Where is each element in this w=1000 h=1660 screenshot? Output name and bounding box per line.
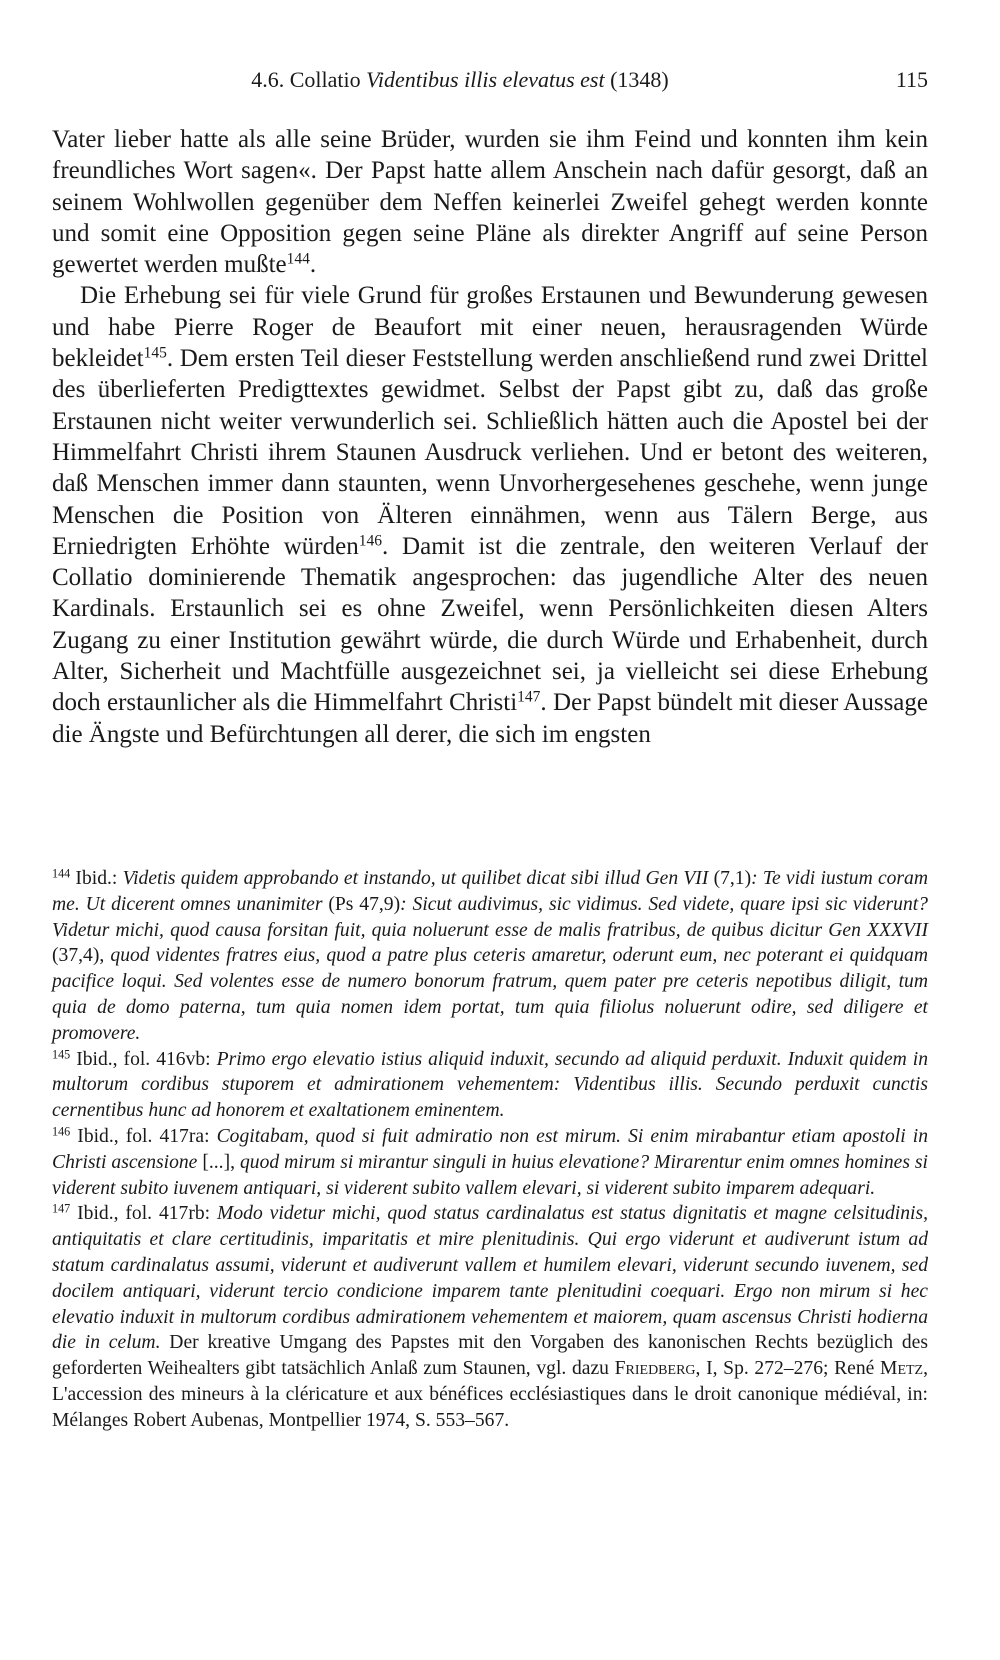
footnote-ref-147[interactable]: 147 xyxy=(517,688,541,706)
footnote-144: $^{144}$ Ibid.: Videtis quidem approbando et instando, ut quilibet dicat sibi illud Gen VII (7,1): Te vidi iustum coram me. Ut dicerent omnes unanimiter (Ps 47,9): Sicut audivimus, sic vidimus. Sed videte, quare ipsi sic viderunt? Videtur michi, quod causa forsitan fuit, quia noluerunt esse de malis fratribus, de quibus dicitur Gen XXXVII (37,4), quod videntes fratres eius, quod a patre plus ceteris amaretur, oderunt eum, nec poterant ei quidquam pacifice loqui. Sed volentes esse de numero bonorum fratrum, quem pater pre ceteris nepotibus diligit, tum quia de domo paterna, tum quia nomen idem portat, tum quia filiolus noluerunt odire, sed diligere et promovere. xyxy=(52,866,929,1044)
footnote-number: 147 xyxy=(52,1201,71,1216)
running-head xyxy=(52,62,928,98)
paragraph-2: Die Erhebung sei für viele Grund für großes Erstaunen und Bewunderung gewesen und habe Pierre Roger de Beaufort mit einer neuen, herausragenden Würde bekleidet$^{145}$. Dem ersten Teil dieser Feststellung werden anschließend rund zwei Drittel des überlieferten Predigttextes gewidmet. Selbst der Papst gibt zu, daß das große Erstaunen nicht weiter verwunderlich sei. Schließlich hätten auch die Apostel bei der Himmelfahrt Christi ihrem Staunen Ausdruck verliehen. Und er betont des weiteren, daß Menschen immer dann staunten, wenn Unvorhergesehenes geschehe, wenn junge Menschen die Position von Älteren einnähmen, wenn aus Tälern Berge, aus Erniedrigten Erhöhte würden$^{146}$. Damit ist die zentrale, den weiteren Verlauf der Collatio dominierende Thematik angesprochen: das jugendliche Alter des neuen Kardinals. Erstaunlich sei es ohne Zweifel, wenn Persönlichkeiten diesen Alters Zugang zu einer Institution gewährt würde, die durch Würde und Erhabenheit, durch Alter, Sicherheit und Machtfülle ausgezeichnet sei, ja vielleicht sei diese Erhebung doch erstaunlicher als die Himmelfahrt Christi$^{147}$. Der Papst bündelt mit dieser Aussage die Ängste und Befürchtungen all derer, die sich im engsten xyxy=(52,282,928,748)
author-name-metz: Metz xyxy=(880,1358,924,1380)
footnote-145: $^{145}$ Ibid., fol. 416vb: Primo ergo elevatio istius aliquid induxit, secundo ad aliquid perduxit. Induxit quidem in multorum cordibus stuporem et admirationem vehementem: Videntibus illis. Secundo perduxit cunctis cernentibus hunc ad honorem et exaltationem eminentem. xyxy=(52,1046,929,1122)
running-head-title: 4.6. Collatio Videntibus illis elevatus est (1348) xyxy=(251,67,669,92)
footnotes xyxy=(52,866,928,1434)
footnote-number: 145 xyxy=(52,1046,71,1061)
footnote-ref-144[interactable]: 144 xyxy=(286,250,310,268)
collatio-title-italic: Videntibus illis elevatus est xyxy=(366,67,605,92)
footnote-147: $^{147}$ Ibid., fol. 417rb: Modo videtur michi, quod status cardinalatus est status dignitatis et magne celsitudinis, antiquitatis et clare certitudinis, imparitatis et mire plenitudinis. Qui ergo viderunt et audiverunt istum ad statum cardinalatus assumi, viderunt et audiverunt vallem et humilem elevari, viderunt secundo iuvenem, sed docilem antiquari, viderunt tercio condicione imparem tante plenitudini coequari. Ergo non mirum si hec elevatio induxit in multorum cordibus admirationem vehementem et maiorem, quam ascensus Christi hodierna die in celum. Der kreative Umgang des Papstes mit den Vorgaben des kanonischen Rechts bezüglich des geforderten Weihealters gibt tatsächlich Anlaß zum Staunen, vgl. dazu Friedberg, I, Sp. 272–276; René Metz, L'accession des mineurs à la cléricature et aux bénéfices ecclésiastiques dans le droit canonique médiéval, in: Mélanges Robert Aubenas, Montpellier 1974, S. 553–567. xyxy=(52,1201,929,1431)
author-name-friedberg: Friedberg xyxy=(614,1358,696,1380)
footnote-ref-146[interactable]: 146 xyxy=(358,532,382,550)
footnote-ref-145[interactable]: 145 xyxy=(143,344,167,362)
main-text xyxy=(52,124,928,750)
footnote-number: 146 xyxy=(52,1124,71,1139)
footnote-number: 144 xyxy=(52,866,71,881)
footnote-146: $^{146}$ Ibid., fol. 417ra: Cogitabam, quod si fuit admiratio non est mirum. Si enim mirabantur etiam apostoli in Christi ascensione [...], quod mirum si mirantur singuli in huius elevatione? Mirarentur enim omnes homines si viderent subito iuvenem antiquari, si viderent subito vallem elevari, si viderent subito imparem adequari. xyxy=(52,1124,928,1199)
page-number: 115 xyxy=(895,67,928,92)
paragraph-1: Vater lieber hatte als alle seine Brüder, wurden sie ihm Feind und konnten ihm kein freundliches Wort sagen«. Der Papst hatte allem Anschein nach dafür gesorgt, daß an seinem Wohlwollen gegenüber dem Neffen keinerlei Zweifel gehegt werden konnte und somit eine Opposition gegen seine Pläne als direkter Angriff auf seine Person gewertet werden mußte$^{144}$. xyxy=(52,126,928,279)
